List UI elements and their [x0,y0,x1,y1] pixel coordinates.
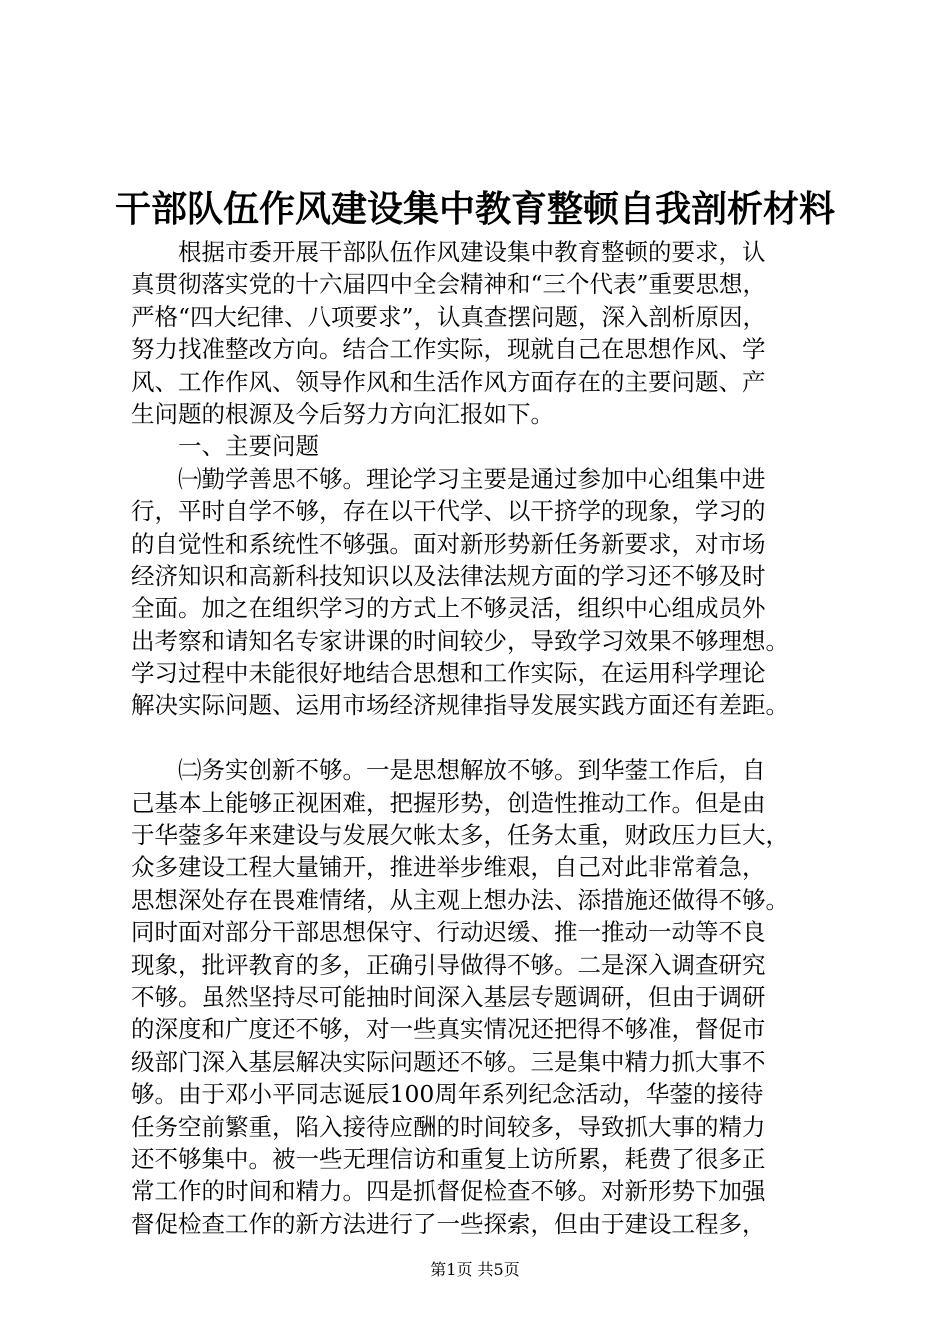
text-line: ㈡务实创新不够。一是思想解放不够。到华蓥工作后，自 [131,756,766,785]
text-line: 真贯彻落实党的十六届四中全会精神和“三个代表”重要思想， [131,270,767,299]
text-line: 努力找准整改方向。结合工作实际，现就自己在思想作风、学 [131,335,766,364]
text-line: 众多建设工程大量铺开，推进举步维艰，自己对此非常着急， [131,853,766,882]
document-title: 干部队伍作风建设集中教育整顿自我剖析材料 [114,188,835,230]
text-line: 严格“四大纪律、八项要求”，认真查摆问题，深入剖析原因， [131,302,767,331]
text-line: 不够。虽然坚持尽可能抽时间深入基层专题调研，但由于调研 [131,982,766,1011]
blank-line [131,722,831,754]
text-line: 任务空前繁重，陷入接待应酬的时间较多，导致抓大事的精力 [131,1112,766,1141]
text-line: 同时面对部分干部思想保守、行动迟缓、推一推动一动等不良 [131,918,766,947]
text-line: 的自觉性和系统性不够强。面对新形势新任务新要求，对市场 [131,529,766,558]
text-line: 够。由于邓小平同志诞辰100周年系列纪念活动，华蓥的接待 [131,1080,764,1109]
text-line: 思想深处存在畏难情绪，从主观上想办法、添措施还做得不够。 [131,885,789,914]
text-line: 解决实际问题、运用市场经济规律指导发展实践方面还有差距。 [131,691,789,720]
text-line: 风、工作作风、领导作风和生活作风方面存在的主要问题、产 [131,367,766,396]
text-line: 级部门深入基层解决实际问题还不够。三是集中精力抓大事不 [131,1047,766,1076]
document-body [131,236,831,1240]
text-line: 一、主要问题 [131,432,319,461]
text-line: 还不够集中。被一些无理信访和重复上访所累，耗费了很多正 [131,1144,766,1173]
text-line: 于华蓥多年来建设与发展欠帐太多，任务太重，财政压力巨大， [131,821,789,850]
text-line: ㈠勤学善思不够。理论学习主要是通过参加中心组集中进 [131,464,766,493]
text-line: 己基本上能够正视困难，把握形势，创造性推动工作。但是由 [131,788,766,817]
text-line: 学习过程中未能很好地结合思想和工作实际，在运用科学理论 [131,659,766,688]
text-line: 现象，批评教育的多，正确引导做得不够。二是深入调查研究 [131,950,766,979]
text-line: 的深度和广度还不够，对一些真实情况还把得不够准，督促市 [131,1015,766,1044]
text-line: 经济知识和高新科技知识以及法律法规方面的学习还不够及时 [131,561,766,590]
text-line: 根据市委开展干部队伍作风建设集中教育整顿的要求，认 [131,238,766,266]
text-line: 督促检查工作的新方法进行了一些探索，但由于建设工程多， [131,1209,766,1238]
text-line: 生问题的根源及今后努力方向汇报如下。 [131,399,554,428]
text-line: 全面。加之在组织学习的方式上不够灵活，组织中心组成员外 [131,594,766,623]
page-footer: 第1页 共5页 [430,1260,520,1279]
text-line: 出考察和请知名专家讲课的时间较少，导致学习效果不够理想。 [131,626,789,655]
text-line: 常工作的时间和精力。四是抓督促检查不够。对新形势下加强 [131,1177,766,1206]
text-line: 行，平时自学不够，存在以干代学、以干挤学的现象，学习的 [131,497,766,526]
